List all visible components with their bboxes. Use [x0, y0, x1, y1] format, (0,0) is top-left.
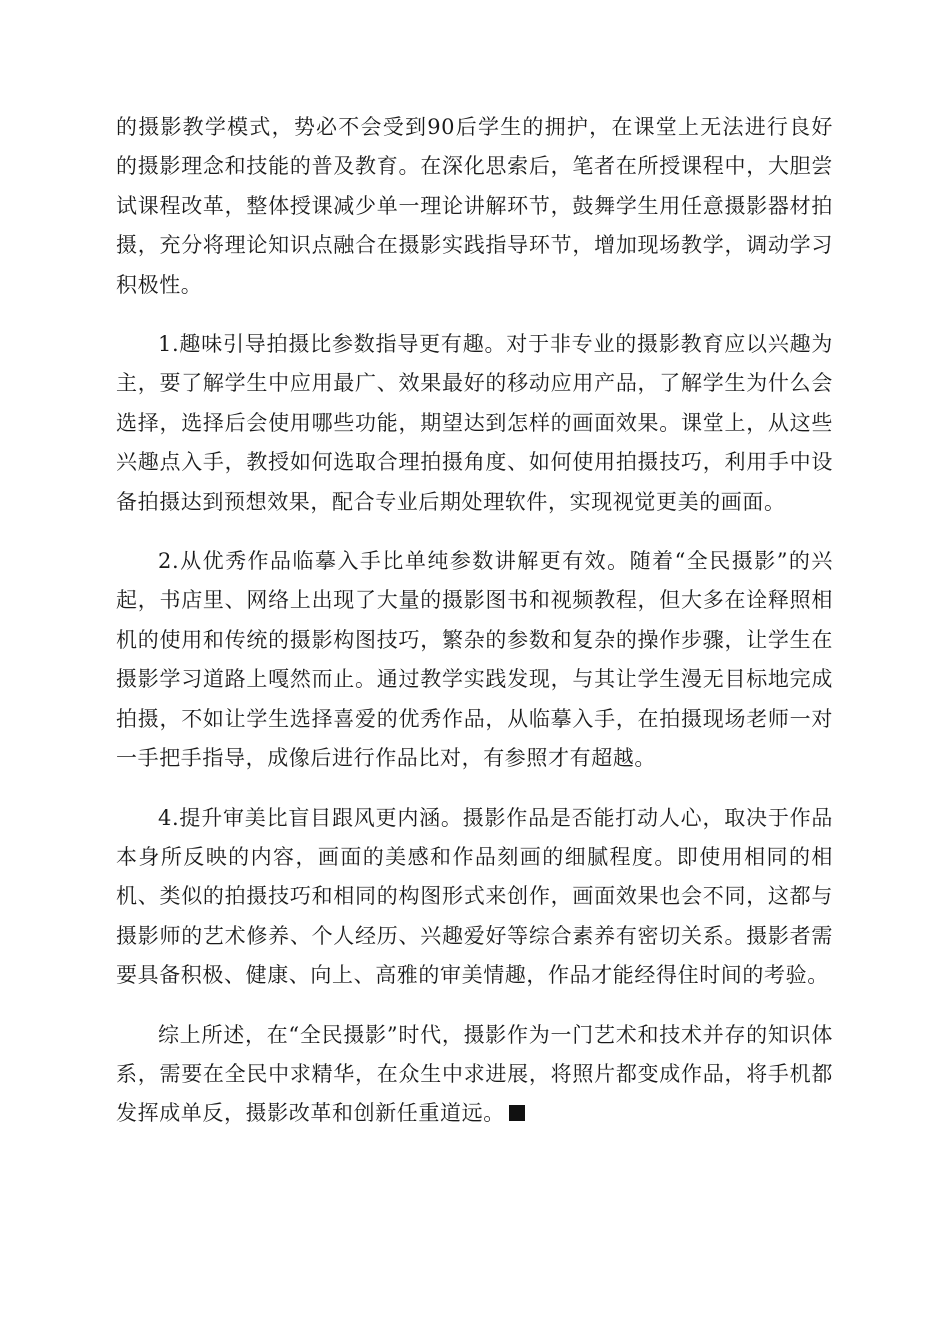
paragraph-point-1: 1.趣味引导拍摄比参数指导更有趣。对于非专业的摄影教育应以兴趣为主，要了解学生中应用最广、效果最好的移动应用产品，了解学生为什么会选择，选择后会使用哪些功能，期望达到怎样的画面效果。课堂上，从这些兴趣点入手，教授如何选取合理拍摄角度、如何使用拍摄技巧，利用手中设备拍摄达到预想效果，配合专业后期处理软件，实现视觉更美的画面。 — [116, 332, 833, 514]
paragraph-point-4: 4.提升审美比盲目跟风更内涵。摄影作品是否能打动人心，取决于作品本身所反映的内容，画面的美感和作品刻画的细腻程度。即使用相同的相机、类似的拍摄技巧和相同的构图形式来创作，画面效果也会不同，这都与摄影师的艺术修养、个人经历、兴趣爱好等综合素养有密切关系。摄影者需要具备积极、健康、向上、高雅的审美情趣，作品才能经得住时间的考验。 — [116, 805, 833, 988]
paragraph-conclusion — [116, 1016, 833, 1134]
conclusion-text: 综上所述，在“全民摄影”时代，摄影作为一门艺术和技术并存的知识体系，需要在全民中求精华，在众生中求进展，将照片都变成作品，将手机都发挥成单反，摄影改革和创新任重道远。 — [116, 1022, 833, 1126]
paragraph-point-2: 2.从优秀作品临摹入手比单纯参数讲解更有效。随着“全民摄影”的兴起，书店里、网络上出现了大量的摄影图书和视频教程，但大多在诠释照相机的使用和传统的摄影构图技巧，繁杂的参数和复杂的操作步骤，让学生在摄影学习道路上嘎然而止。通过教学实践发现，与其让学生漫无目标地完成拍摄，不如让学生选择喜爱的优秀作品，从临摹入手，在拍摄现场老师一对一手把手指导，成像后进行作品比对，有参照才有超越。 — [116, 549, 833, 771]
paragraph-continuation: 的摄影教学模式，势必不会受到90后学生的拥护，在课堂上无法进行良好的摄影理念和技能的普及教育。在深化思索后，笔者在所授课程中，大胆尝试课程改革，整体授课减少单一理论讲解环节，鼓舞学生用任意摄影器材拍摄，充分将理论知识点融合在摄影实践指导环节，增加现场教学，调动学习积极性。 — [116, 115, 833, 297]
document-page — [116, 108, 833, 1154]
end-of-article-mark — [509, 1105, 525, 1121]
